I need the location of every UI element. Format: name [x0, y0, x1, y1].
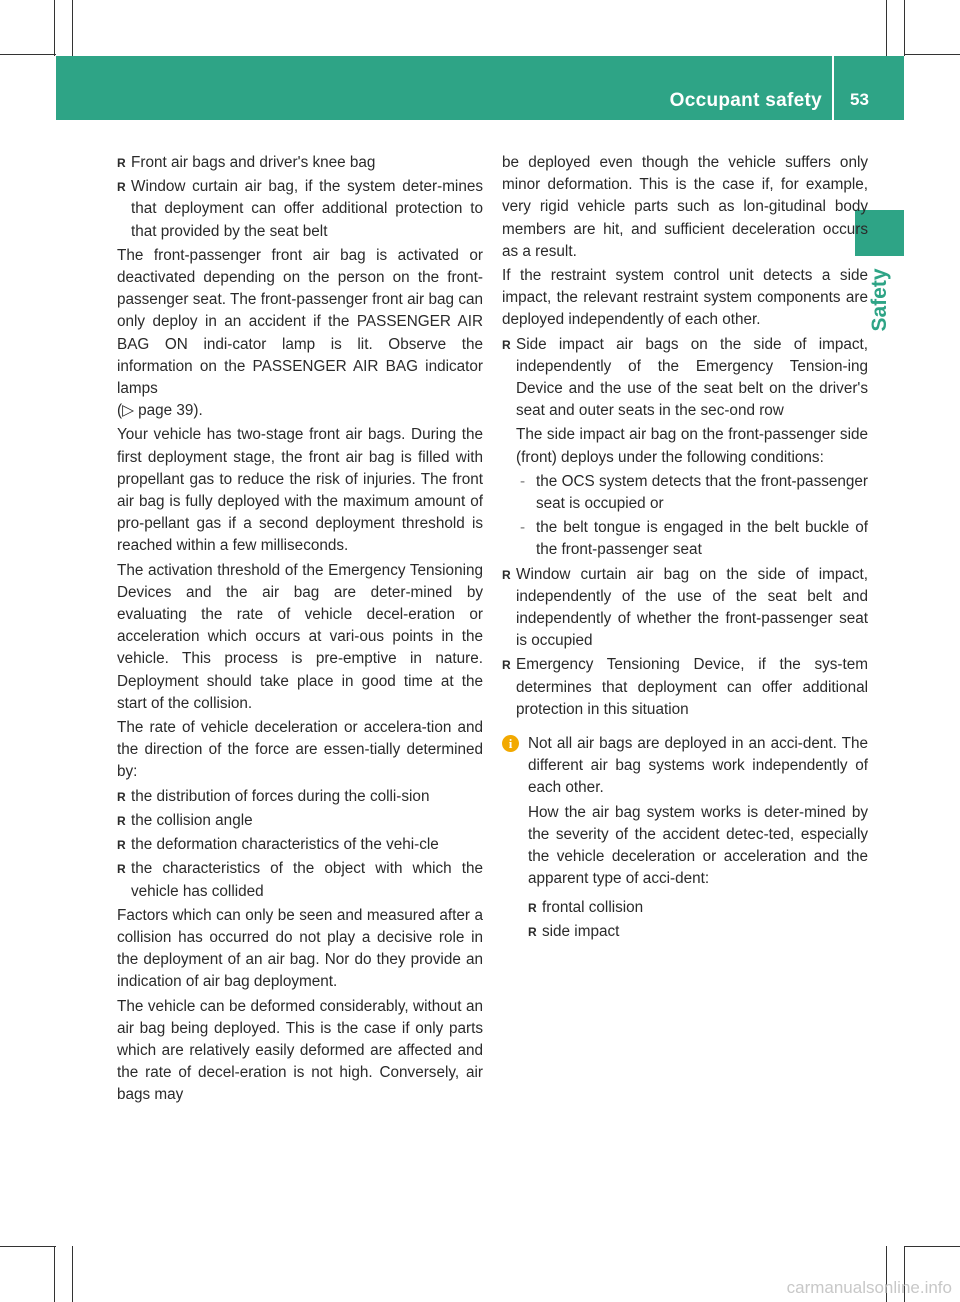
dash-marker: - [520, 472, 526, 490]
paragraph: Factors which can only be seen and measured after a collision has occurred do not play a decisive role in the deployment of an air bag. Nor do they provide an indication of air bag deployment. [117, 906, 483, 991]
section-label: Safety [868, 268, 891, 332]
note-paragraph: Not all air bags are deployed in an acci-dent. The different air bag systems work independently of each other. [528, 735, 868, 797]
paragraph: be deployed even though the vehicle suffers only minor deformation. This is the case if, for example, very rigid vehicle parts such as lon-gitudinal body members are hit, and sufficient deceleration occurs as a result. [502, 154, 868, 260]
list-item: R Window curtain air bag on the side of impact, independently of the use of the seat belt and independently of whether the front-passenger seat is occupied [502, 565, 868, 650]
crop-mark [904, 1246, 960, 1247]
bullet-marker: R [528, 924, 537, 939]
crop-mark [886, 0, 887, 56]
left-column [117, 152, 483, 1109]
page-number: 53 [850, 90, 869, 109]
list-item: R the distribution of forces during the colli-sion [117, 786, 483, 808]
crop-mark [0, 54, 56, 55]
bullet-marker: R [502, 337, 511, 352]
note-paragraph: How the air bag system works is deter-mined by the severity of the accident detec-ted, especially the vehicle deceleration or acceleration and the apparent type of acci-dent: [528, 803, 868, 888]
bullet-marker: R [117, 838, 126, 853]
sub-list-item: - the OCS system detects that the front-passenger seat is occupied or [520, 472, 868, 513]
crop-mark [72, 1246, 73, 1302]
header-divider [832, 56, 834, 120]
bullet-marker: R [502, 658, 511, 673]
bullet-marker: R [117, 156, 126, 170]
bullet-marker: R [528, 900, 537, 915]
sub-list-item: - the belt tongue is engaged in the belt buckle of the front-passenger seat [520, 519, 868, 559]
crop-mark [72, 0, 73, 56]
info-icon: i [502, 735, 519, 752]
indented-paragraph: The side impact air bag on the front-passenger side (front) deploys under the following conditions: [516, 426, 868, 466]
crop-mark [54, 0, 55, 56]
list-item: R Side impact air bags on the side of impact, independently of the Emergency Tension-ing Device and the use of the seat belt on the driver's seat and outer seats in the sec-ond row [502, 335, 868, 420]
list-item: R the characteristics of the object with which the vehicle has collided [117, 860, 483, 900]
list-item: R side impact [528, 921, 868, 943]
info-note [502, 733, 868, 943]
list-item: R frontal collision [528, 897, 868, 919]
crop-mark [904, 54, 960, 55]
bullet-marker: R [117, 180, 126, 195]
paragraph: The front-passenger front air bag is activated or deactivated depending on the person on the front-passenger seat. The front-passenger front air bag can only deploy in an accident if the PASSENGER AIR BAG ON indi-cator lamp is lit. Observe the information on the PASSENGER AIR BAG indicator lamps [117, 246, 483, 398]
page-reference[interactable]: (▷ page 39). [117, 402, 203, 420]
list-item: R Window curtain air bag, if the system deter-mines that deployment can offer additional protection to that provided by the seat belt [117, 178, 483, 240]
bullet-marker: R [117, 789, 126, 804]
paragraph: Your vehicle has two-stage front air bags. During the first deployment stage, the front air bag is filled with propellant gas to reduce the risk of injuries. The front air bag is fully deployed with the maximum amount of pro-pellant gas if a second deployment threshold is reached within a few milliseconds. [117, 426, 483, 555]
crop-mark [904, 0, 905, 56]
paragraph: The rate of vehicle deceleration or accelera-tion and the direction of the force are essen-tially determined by: [117, 719, 483, 781]
crop-mark [54, 1246, 55, 1302]
bullet-marker: R [502, 567, 511, 582]
paragraph: If the restraint system control unit detects a side impact, the relevant restraint system components are deployed independently of each other. [502, 267, 868, 329]
right-column [502, 152, 868, 945]
bullet-marker: R [117, 813, 126, 828]
paragraph: The activation threshold of the Emergency Tensioning Devices and the air bag are deter-mined by evaluating the rate of vehicle decel-eration or acceleration which occurs at vari-ous points in the vehicle. This process is pre-emptive in nature. Deployment should take place in good time at the start of the collision. [117, 561, 483, 712]
list-item: R the deformation characteristics of the vehi-cle [117, 834, 483, 856]
arrow-right-icon: ▷ [122, 402, 134, 420]
watermark: carmanualsonline.info [786, 1278, 952, 1297]
page-title: Occupant safety [669, 90, 822, 111]
dash-marker: - [520, 519, 526, 537]
list-item: R Front air bags and driver's knee bag [117, 152, 483, 174]
paragraph: The vehicle can be deformed considerably, without an air bag being deployed. This is the case if only parts which are relatively easily deformed are affected and the rate of decel-eration is not high. Conversely, air bags may [117, 997, 483, 1104]
bullet-marker: R [117, 862, 126, 877]
crop-mark [0, 1246, 56, 1247]
list-item: R Emergency Tensioning Device, if the sys-tem determines that deployment can offer additional protection in this situation [502, 656, 868, 718]
list-item: R the collision angle [117, 810, 483, 832]
